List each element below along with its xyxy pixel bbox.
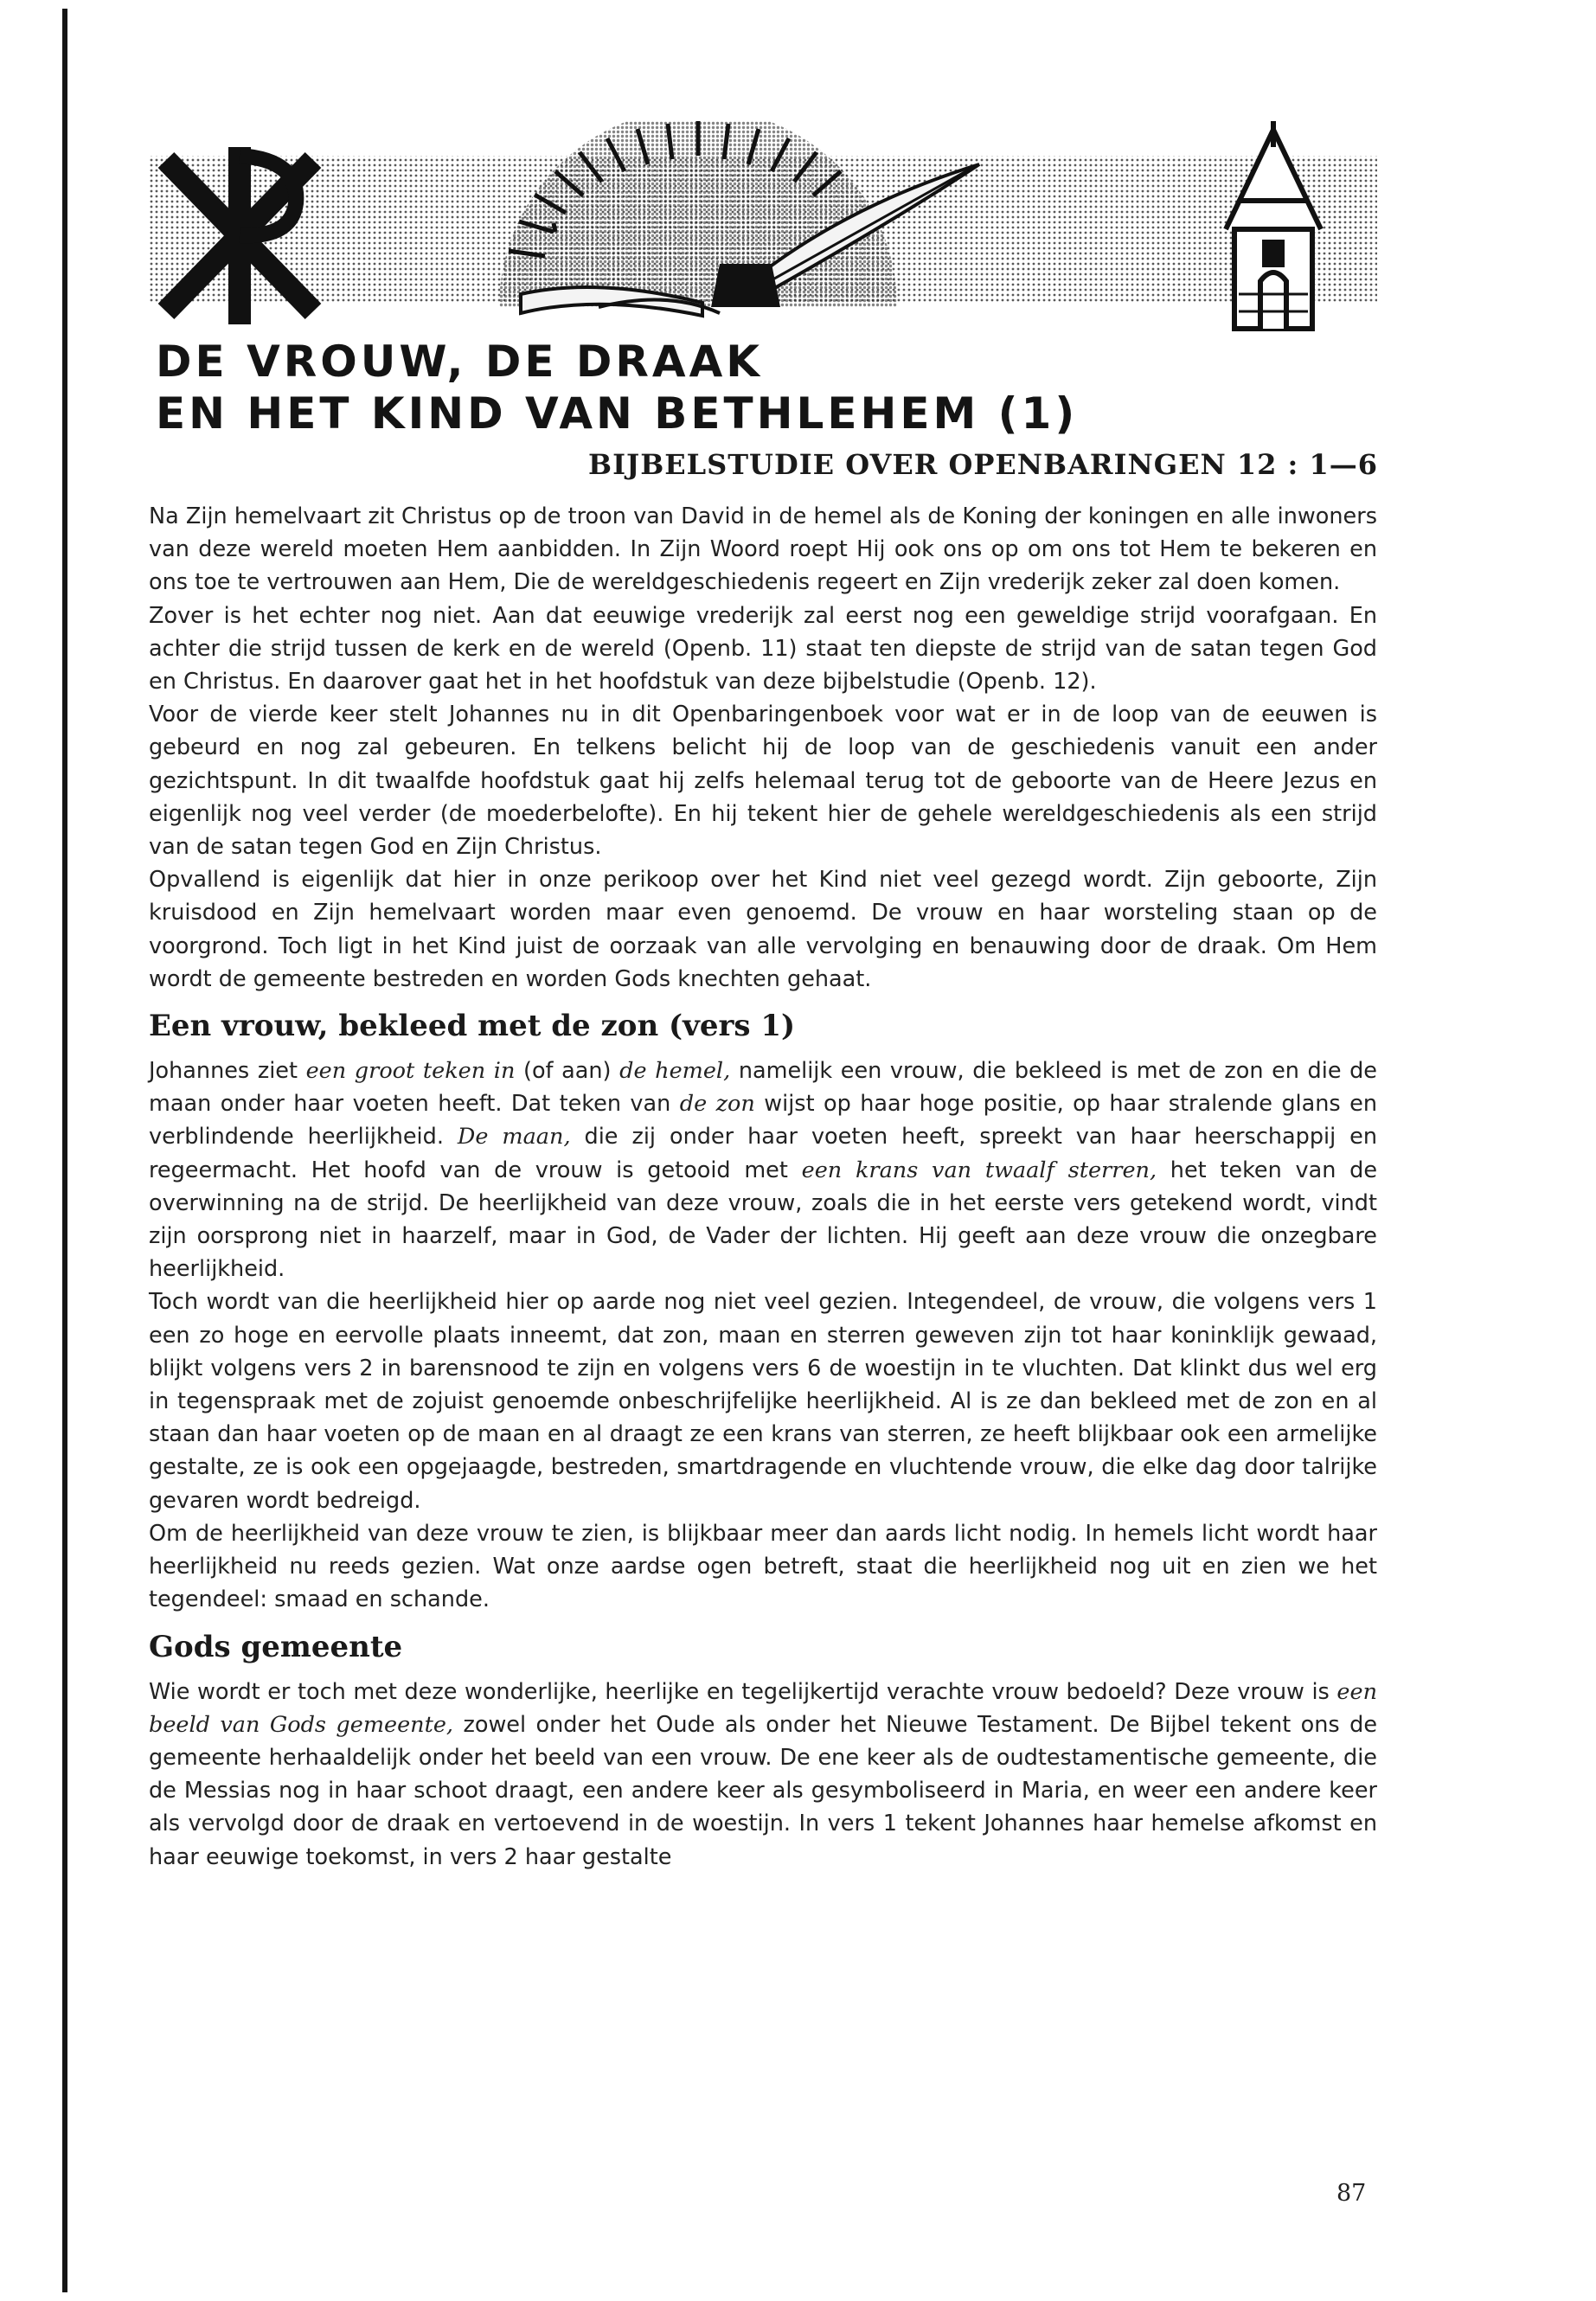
section-heading-woman-clothed-with-sun: Een vrouw, bekleed met de zon (vers 1) [149, 1009, 796, 1044]
text-run: Wie wordt er toch met deze wonderlijke, heerlijke en tegelijkertijd verachte vrouw bedoeld? Deze vrouw is [149, 1678, 1337, 1705]
emphasis-run: een krans van twaalf sterren, [801, 1157, 1157, 1183]
text-run: zowel onder het Oude als onder het Nieuwe Testament. De Bijbel tekent ons de gemeente herhaaldelijk onder het beeld van een vrouw. De ene keer als de oudtestamentische gemeente, die de Messias nog in haar schoot draagt, een andere keer als gesymboliseerd in Maria, en weer een andere keer als vervolgd door de draak en vertoevend in de woestijn. In vers 1 tekent Johannes haar hemelse afkomst en haar eeuwige toekomst, in vers 2 haar gestalte [149, 1711, 1378, 1870]
section1-paragraph-3: Om de heerlijkheid van deze vrouw te zien, is blijkbaar meer dan aards licht nodig. In hemels licht wordt haar heerlijkheid nu reeds gezien. Wat onze aardse ogen betreft, staat die heerlijkheid nog uit en zien we het tegendeel: smaad en schande. [149, 1520, 1377, 1613]
section1-paragraph-2: Toch wordt van die heerlijkheid hier op aarde nog niet veel gezien. Integendeel, de vrouw, die volgens vers 1 een zo hoge en eervolle plaats inneemt, dat zon, maan en sterren geweven zijn tot haar koninklijk gewaad, blijkt volgens vers 2 in barensnood te zijn en volgens vers 6 de woestijn in te vluchten. Dat klinkt dus wel erg in tegenspraak met de zojuist genoemde onbeschrijfelijke heerlijkheid. Al is ze dan bekleed met de zon en al staan dan haar voeten op de maan en al draagt ze een krans van sterren, ze heeft blijkbaar ook een armelijke gestalte, ze is ook een opgejaagde, bestreden, smartdragende en vluchtende vrouw, die elke dag door talrijke gevaren wordt bedreigd. [149, 1289, 1377, 1514]
text-run: (of aan) [515, 1058, 620, 1085]
rising-sun-icon [499, 121, 897, 307]
text-run: namelijk een vrouw, die bekleed is met de zon en die de maan onder haar voeten heeft. Dat teken van [149, 1058, 1377, 1118]
emphasis-run: De maan, [457, 1124, 571, 1150]
emphasis-run: een beeld van Gods gemeente, [149, 1678, 1377, 1738]
section1-paragraph-1 [149, 1054, 1377, 1285]
intro-paragraph-2: Zover is het echter nog niet. Aan dat eeuwige vrederijk zal eerst nog een geweldige strijd voorafgaan. En achter die strijd tussen de kerk en de wereld (Openb. 11) staat ten diepste de strijd van de satan tegen God en Christus. En daarover gaat het in het hoofdstuk van deze bijbelstudie (Openb. 12). [149, 602, 1377, 695]
text-run: Johannes ziet [149, 1058, 306, 1085]
article-body [149, 500, 1377, 1874]
intro-paragraph-4: Opvallend is eigenlijk dat hier in onze perikoop over het Kind niet veel gezegd wordt. Zijn geboorte, Zijn kruisdood en Zijn hemelvaart worden maar even genoemd. De vrouw en haar worsteling staan op de voorgrond. Toch ligt in het Kind juist de oorzaak van alle vervolging en benauwing door de draak. Om Hem wordt de gemeente bestreden en worden Gods knechten gehaat. [149, 867, 1377, 992]
section2-paragraph-1 [149, 1676, 1377, 1874]
church-icon [1226, 121, 1321, 329]
intro-paragraph-1: Na Zijn hemelvaart zit Christus op de troon van David in de hemel als de Koning der koningen en alle inwoners van deze wereld moeten Hem aanbidden. In Zijn Woord roept Hij ook ons op om ons tot Hem te bekeren en ons toe te vertrouwen aan Hem, Die de wereldgeschiedenis regeert en Zijn vrederijk zeker zal doen komen. [149, 503, 1377, 596]
emphasis-run: een groot teken in [305, 1058, 516, 1085]
intro-paragraph-3: Voor de vierde keer stelt Johannes nu in dit Openbaringenboek voor wat er in de loop van de eeuwen is gebeurd en nog zal gebeuren. En telkens belicht hij de loop van de geschiedenis vanuit een ander gezichtspunt. In dit twaalfde hoofdstuk gaat hij zelfs helemaal terug tot de geboorte van de Heere Jezus en eigenlijk nog veel verder (de moederbelofte). En hij tekent hier de gehele wereldgeschiedenis als een strijd van de satan tegen God en Zijn Christus. [149, 702, 1377, 861]
emphasis-run: de hemel, [619, 1058, 731, 1085]
title-line-1: DE VROUW, DE DRAAK [156, 336, 764, 387]
title-line-2: EN HET KIND VAN BETHLEHEM (1) [156, 388, 1079, 439]
article-subtitle: BIJBELSTUDIE OVER OPENBARINGEN 12 : 1—6 [588, 448, 1378, 481]
text-run: het teken van de overwinning na de strijd. De heerlijkheid van deze vrouw, zoals die in het eerste vers getekend wordt, vindt zijn oorsprong niet in haarzelf, maar in God, de Vader der lichten. Hij geeft aan deze vrouw die onzegbare heerlijkheid. [149, 1157, 1378, 1283]
header-illustration [149, 121, 1377, 337]
left-margin-rule [62, 9, 67, 2292]
emphasis-run: de zon [679, 1091, 755, 1118]
text-run: wijst op haar hoge positie, op haar stralende glans en verblindende heerlijkheid. [149, 1091, 1378, 1150]
section-heading-gods-gemeente: Gods gemeente [149, 1629, 403, 1664]
page-number: 87 [1336, 2180, 1367, 2207]
article-title [156, 336, 1384, 439]
text-run: die zij onder haar voeten heeft, spreekt van haar heerschappij en regeermacht. Het hoofd van de vrouw is getooid met [149, 1124, 1377, 1183]
header-illustration-svg [149, 121, 1377, 337]
